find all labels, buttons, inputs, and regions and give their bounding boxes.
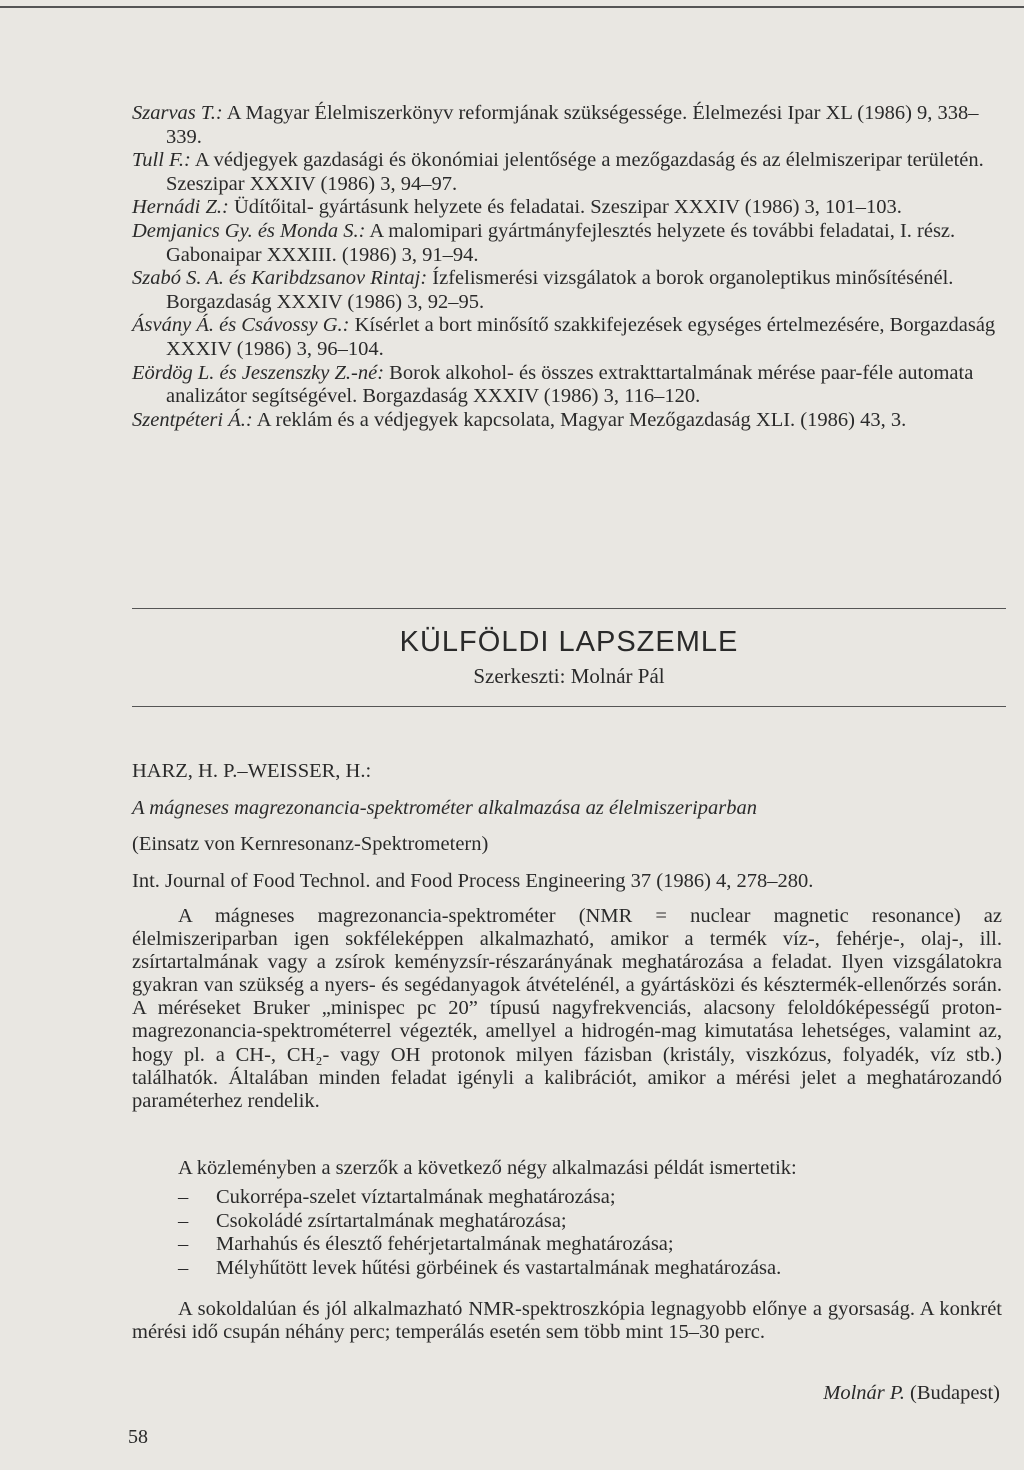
article-original-title: (Einsatz von Kernresonanz-Spektrometern) [132,833,489,855]
list-item-text: Cukorrépa-szelet víztartalmának meghatározása; [216,1186,616,1208]
list-item-text: Mélyhűtött levek hűtési görbéinek és vastartalmának meghatározása. [216,1256,782,1279]
reference-text: A Magyar Élelmiszerkönyv reformjának szükségessége. Élelmezési Ipar XL (1986) 9, 338–339. [166,102,979,148]
list-item-text: Marhahús és élesztő fehérjetartalmának meghatározása; [216,1233,674,1256]
list-dash: – [178,1256,189,1279]
section-editor: Szerkeszti: Molnár Pál [473,664,665,688]
reference-item [132,102,1008,149]
list-dash: – [178,1209,189,1232]
list-item [178,1210,781,1234]
reference-author: Ásvány Á. és Csávossy G.: [132,314,350,337]
reference-text: Üdítőital- gyártásunk helyzete és feladatai. Szeszipar XXXIV (1986) 3, 101–103. [228,196,902,219]
reference-text: A malomipari gyártmányfejlesztés helyzete és további feladatai, I. rész. Gabonaipar XXXIII. (1986) 3, 91–94. [166,219,956,266]
section-rule-bottom [132,706,1006,707]
reference-item [132,409,1008,433]
reference-item [132,149,1008,196]
list-item [178,1257,781,1281]
reference-author: Eördög L. és Jeszenszky Z.-né: [132,361,385,384]
reference-item [132,220,1008,267]
page-number: 58 [128,1426,148,1448]
reference-item [132,314,1008,361]
article-paragraph: A közleményben a szerzők a következő négy alkalmazási példát ismertetik: [178,1157,797,1179]
article-source: Int. Journal of Food Technol. and Food Process Engineering 37 (1986) 4, 278–280. [132,870,814,892]
reference-author: Szentpéteri Á.: [132,408,253,431]
reference-item [132,362,1008,409]
reference-author: Tull F.: [132,149,191,172]
application-list [178,1186,781,1280]
list-item [178,1186,781,1210]
article-title: A mágneses magrezonancia-spektrométer alkalmazása az élelmiszeriparban [132,797,757,819]
reference-item [132,267,1008,314]
section-rule-top [132,608,1006,609]
top-border-line [0,6,1024,8]
reference-text: Kísérlet a bort minősítő szakkifejezések egységes értelmezésére, Borgazdaság XXXIV (1986) 3, 96–104. [166,314,996,360]
list-dash: – [178,1233,189,1256]
reference-author: Szarvas T.: [132,102,223,124]
reference-text: Borok alkohol- és összes extrakttartalmának mérése paar-féle automata analizátor segítségével. Borgazdaság XXXIV (1986) 3, 116–120. [166,361,974,408]
section-title: KÜLFÖLDI LAPSZEMLE [399,626,739,658]
reference-text: A védjegyek gazdasági és ökonómiai jelentősége a mezőgazdaság és az élelmiszeripar területén. Szeszipar XXXIV (1986) 3, 94–97. [166,149,984,195]
article-paragraph: A sokoldalúan és jól alkalmazható NMR-spektroszkópia legnagyobb előnye a gyorsaság. A konkrét mérési idő csupán néhány perc; temperálás esetén sem több mint 15–30 perc. [132,1298,1002,1344]
reference-author: Szabó S. A. és Karibdzsanov Rintaj: [132,267,428,290]
reference-item [132,196,1008,220]
list-dash: – [178,1186,189,1208]
signature-place: (Budapest) [904,1382,1000,1404]
reference-text: A reklám és a védjegyek kapcsolata, Magyar Mezőgazdaság XLI. (1986) 43, 3. [252,408,907,431]
article-authors: HARZ, H. P.–WEISSER, H.: [132,760,372,782]
reference-author: Demjanics Gy. és Monda S.: [132,219,366,242]
reference-author: Hernádi Z.: [132,196,229,219]
reference-text: Ízfelismerési vizsgálatok a borok organoleptikus minősítésénél. Borgazdaság XXXIV (1986) 3, 92–95. [166,267,954,313]
signature-name: Molnár P. [823,1382,905,1404]
list-item [178,1233,781,1257]
reference-list [132,102,1008,432]
signature [823,1382,1000,1405]
list-item-text: Csokoládé zsírtartalmának meghatározása; [216,1209,567,1232]
article-paragraph: A mágneses magrezonancia-spektrométer (NMR = nuclear magnetic resonance) az élelmiszeriparban igen sokféleképpen alkalmazható, amikor a termék víz-, fehérje-, olaj-, ill. zsírtartalmának vagy a zsírok keményzsír-részarányának meghatározása a feladat. Ilyen vizsgálatokra gyakran van szükség a nyers- és segédanyagok átvételénél, a gyártásközi és késztermék-ellenőrzés során. A méréseket Bruker „minispec pc 20” típusú nagyfrekvenciás, alacsony feloldóképességű proton-magrezonancia-spektrométerrel végezték, amellyel a hidrogén-mag kimutatása lehetséges, valamint az, hogy pl. a CH-, CH₂- vagy OH protonok milyen fázisban (kristály, viszkózus, folyadék, víz stb.) találhatók. Általában minden feladat igényli a kalibrációt, amikor a mérési jelet a meghatározandó paraméterhez rendelik. [132,905,1002,1112]
